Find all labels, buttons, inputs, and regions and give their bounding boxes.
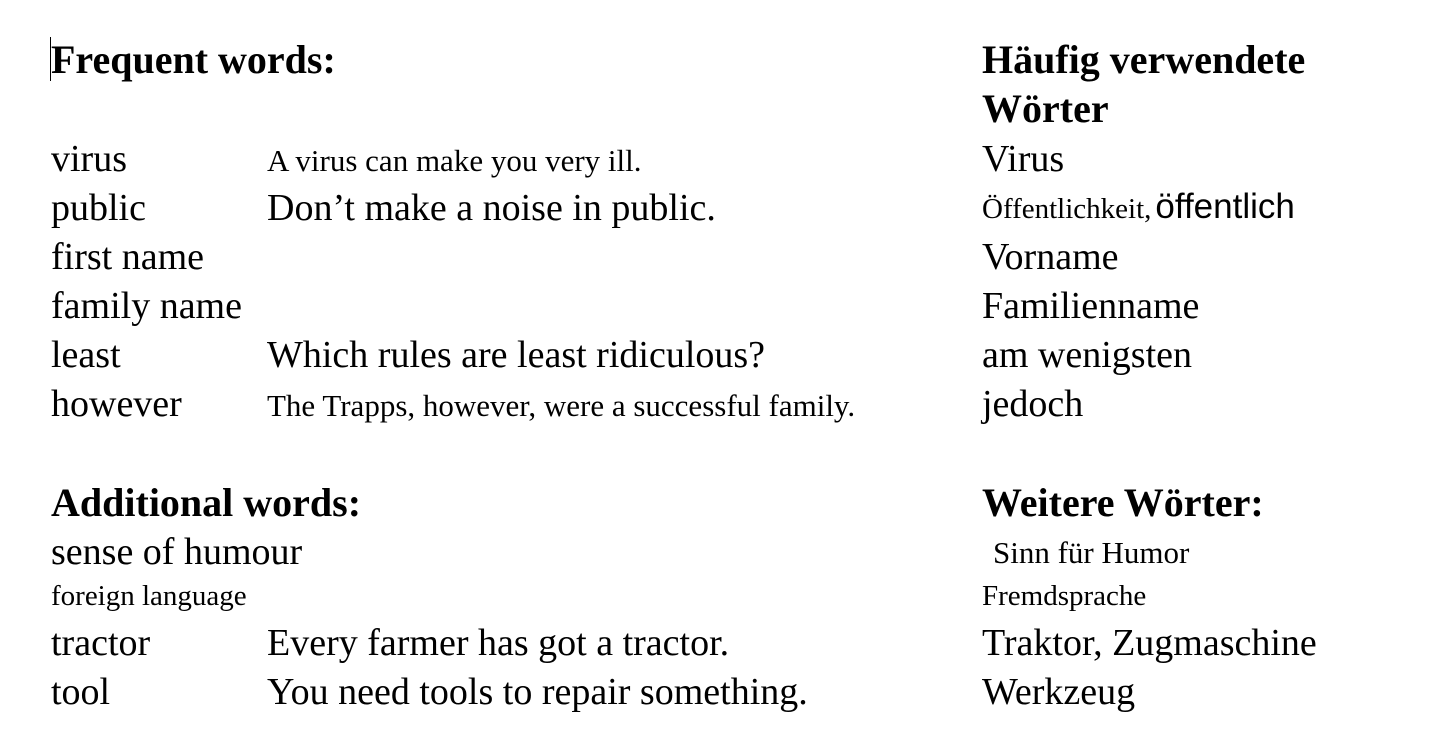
frequent-words-heading-de-line2: Wörter	[982, 86, 1109, 131]
translation-virus: Virus	[982, 138, 1065, 180]
word-least: least	[51, 334, 121, 376]
example-virus: A virus can make you very ill.	[267, 143, 642, 178]
example-however: The Trapps, however, were a successful family.	[267, 388, 856, 423]
frequent-words-heading-de-line1: Häufig verwendete	[982, 37, 1306, 82]
translation-tool: Werkzeug	[982, 671, 1136, 713]
translation-public	[982, 189, 1295, 224]
translation-family-name: Familienname	[982, 285, 1200, 327]
translation-first-name: Vorname	[982, 236, 1119, 278]
word-public: public	[51, 187, 146, 229]
translation-foreign-language: Fremdsprache	[982, 580, 1147, 612]
word-foreign-language: foreign language	[51, 580, 247, 612]
example-least: Which rules are least ridiculous?	[267, 334, 766, 376]
word-first-name: first name	[51, 236, 205, 278]
translation-least: am wenigsten	[982, 334, 1193, 376]
additional-words-heading: Additional words:	[51, 480, 362, 525]
frequent-words-heading: Frequent words:	[51, 37, 336, 82]
additional-words-heading-de: Weitere Wörter:	[982, 480, 1264, 525]
word-however: however	[51, 383, 182, 425]
word-virus: virus	[51, 138, 127, 180]
translation-tractor: Traktor, Zugmaschine	[982, 622, 1317, 664]
translation-public-noun: Öffentlichkeit,	[982, 193, 1152, 225]
example-tractor: Every farmer has got a tractor.	[267, 622, 730, 664]
translation-public-adjective: öffentlich	[1155, 187, 1295, 226]
word-family-name: family name	[51, 285, 242, 327]
example-tool: You need tools to repair something.	[267, 671, 808, 713]
word-sense-of-humour: sense of humour	[51, 531, 303, 573]
example-public: Don’t make a noise in public.	[267, 187, 716, 229]
translation-sense-of-humour: Sinn für Humor	[993, 535, 1190, 570]
translation-however: jedoch	[982, 383, 1084, 425]
word-tractor: tractor	[51, 622, 151, 664]
word-tool: tool	[51, 671, 111, 713]
